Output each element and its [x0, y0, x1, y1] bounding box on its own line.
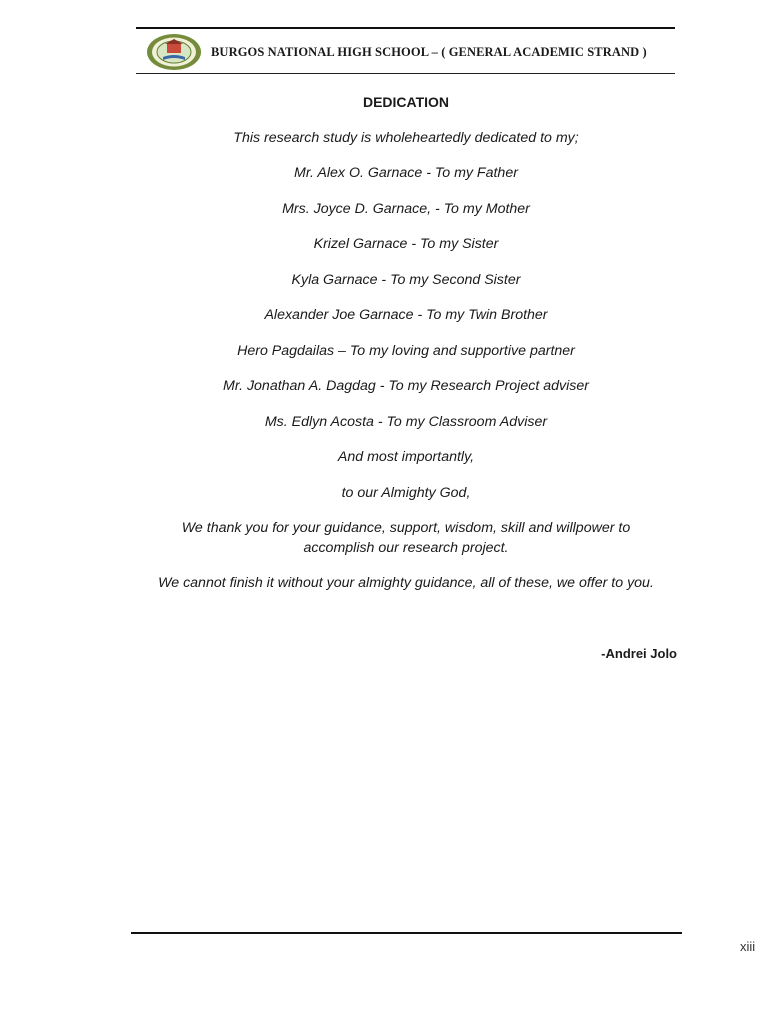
- dedication-line: Mr. Jonathan A. Dagdag - To my Research Project adviser: [223, 378, 589, 394]
- dedication-line: Ms. Edlyn Acosta - To my Classroom Adviser: [264, 414, 548, 430]
- dedication-line: And most importantly,: [337, 449, 475, 465]
- page-title: DEDICATION: [362, 94, 450, 110]
- dedication-line: We cannot finish it without your almighty guidance, all of these, we offer to you.: [158, 575, 654, 591]
- header-bottom-rule: [136, 73, 675, 74]
- dedication-line: Hero Pagdailas – To my loving and supportive partner: [237, 343, 575, 359]
- school-name: BURGOS NATIONAL HIGH SCHOOL – ( GENERAL ACADEMIC STRAND ): [211, 45, 647, 59]
- dedication-line: Mr. Alex O. Garnace - To my Father: [294, 165, 518, 181]
- dedication-paragraph: We thank you for your guidance, support, wisdom, skill and willpower to accomplish our research project.: [181, 520, 631, 556]
- dedication-line: This research study is wholeheartedly dedicated to my;: [233, 130, 579, 146]
- dedication-line: Kyla Garnace - To my Second Sister: [291, 272, 521, 288]
- school-seal-icon: [146, 33, 202, 71]
- dedication-line: Alexander Joe Garnace - To my Twin Brother: [264, 307, 548, 323]
- dedication-line: Krizel Garnace - To my Sister: [313, 236, 499, 252]
- footer-rule: [131, 932, 682, 934]
- dedication-line: to our Almighty God,: [341, 485, 471, 501]
- signature: -Andrei Jolo: [601, 646, 677, 661]
- dedication-line: Mrs. Joyce D. Garnace, - To my Mother: [282, 201, 530, 217]
- header-top-rule: [136, 27, 675, 29]
- page-number: xiii: [740, 939, 756, 954]
